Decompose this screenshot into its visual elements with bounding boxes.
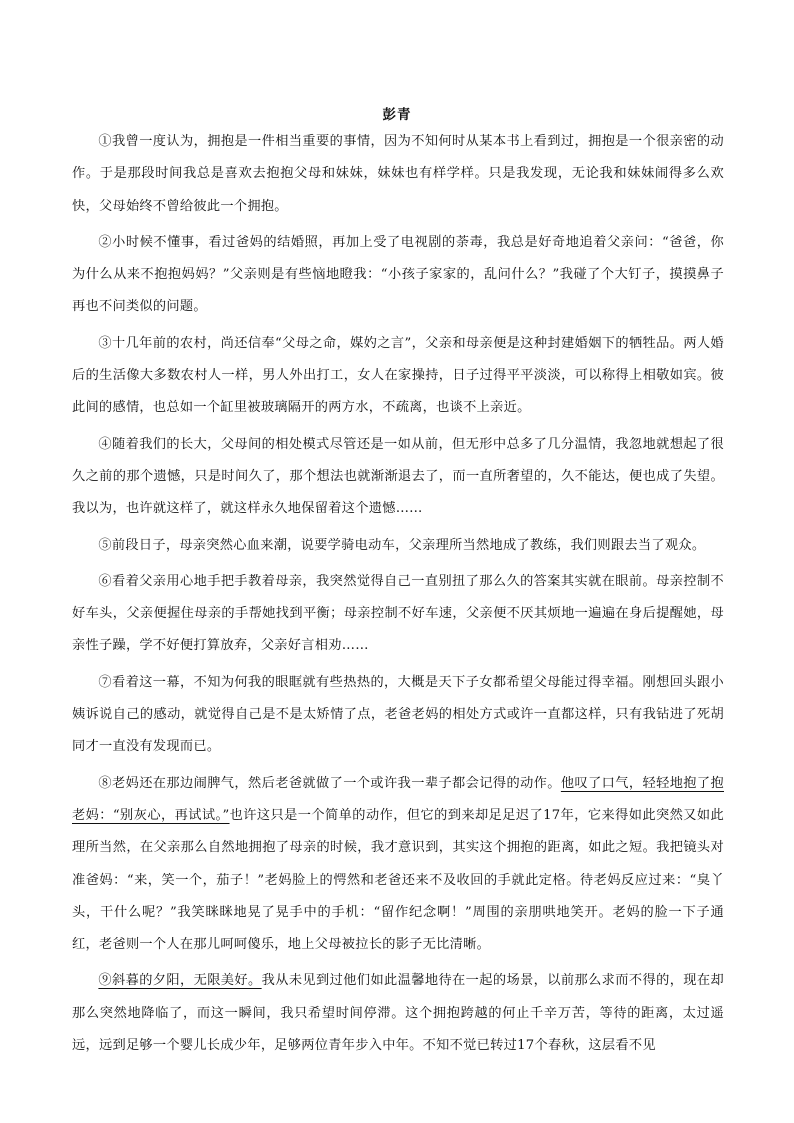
paragraph-8-text-end: 也许这只是一个简单的动作，但它的到来却足足迟了17年，它来得如此突然又如此理所当然，在父亲那么自然地拥抱了母亲的时候，我才意识到，其实这个拥抱的距离，如此之短。我把镜头对准爸妈：“来，笑一个，茄子！”老妈脸上的愕然和老爸还来不及收回的手就此定格。待老妈反应过来：“臭丫头，干什么呢？”我笑眯眯地晃了晃手中的手机：“留作纪念啊！”周围的亲朋哄地笑开。老妈的脸一下子通红，老爸则一个人在那儿呵呵傻乐，地上父母被拉长的影子无比清晰。 [72, 807, 724, 953]
paragraph-8-text-start: ⑧老妈还在那边闹脾气，然后老爸就做了一个或许我一辈子都会记得的动作。 [98, 775, 561, 791]
paragraph-9-underlined-sentence: ⑨斜暮的夕阳，无限美好。 [98, 973, 262, 989]
paragraph-7: ⑦看着这一幕，不知为何我的眼眶就有些热热的，大概是天下子女都希望父母能过得幸福。刚想回头跟小姨诉说自己的感动，就觉得自己是不是太矫情了点，老爸老妈的相处方式或许一直都这样，只有我钻进了死胡同才一直没有发现而已。 [72, 674, 724, 755]
article-author: 彭青 [382, 107, 412, 123]
paragraph-9 [72, 965, 724, 1062]
paragraph-6: ⑥看着父亲用心地手把手教着母亲，我突然觉得自己一直别扭了那么久的答案其实就在眼前。母亲控制不好车头，父亲便握住母亲的手帮她找到平衡；母亲控制不好车速，父亲便不厌其烦地一遍遍在身后提醒她，母亲性子躁，学不好便打算放弃，父亲好言相劝…… [72, 573, 724, 654]
paragraph-4: ④随着我们的长大，父母间的相处模式尽管还是一如从前，但无形中总多了几分温情，我忽地就想起了很久之前的那个遗憾，只是时间久了，那个想法也就渐渐退去了，而一直所奢望的，久不能达，便也成了失望。我以为，也许就这样了，就这样永久地保留着这个遗憾…… [72, 436, 724, 517]
paragraph-9-text: 我从未见到过他们如此温馨地待在一起的场景，以前那么求而不得的，现在却那么突然地降临了，而这一瞬间，我只希望时间停滞。这个拥抱跨越的何止千辛万苦，等待的距离，太过遥远，远到足够一个婴儿长成少年，足够两位青年步入中年。不知不觉已转过17个春秋，这层看不见 [72, 973, 724, 1054]
paragraph-3: ③十几年前的农村，尚还信奉“父母之命，媒妁之言”，父亲和母亲便是这种封建婚姻下的牺牲品。两人婚后的生活像大多数农村人一样，男人外出打工，女人在家操持，日子过得平平淡淡，可以称得上相敬如宾。彼此间的感情，也总如一个缸里被玻璃隔开的两方水，不疏离，也谈不上亲近。 [72, 335, 724, 416]
paragraph-1: ①我曾一度认为，拥抱是一件相当重要的事情，因为不知何时从某本书上看到过，拥抱是一个很亲密的动作。于是那段时间我总是喜欢去抱抱父母和妹妹，妹妹也有样学样。只是我发现，无论我和妹妹闹得多么欢快，父母始终不曾给彼此一个拥抱。 [72, 134, 724, 214]
article-body [72, 126, 724, 1066]
paragraph-8-underlined-sentence: 他叹了口气，轻轻地抱了抱老妈：“别灰心，再试试。” [72, 775, 724, 823]
paragraph-2: ②小时候不懂事，看过爸妈的结婚照，再加上受了电视剧的荼毒，我总是好奇地追着父亲问：“爸爸，你为什么从来不抱抱妈妈？”父亲则是有些恼地瞪我：“小孩子家家的，乱问什么？”我碰了个大钉子，摸摸鼻子再也不问类似的问题。 [72, 234, 724, 315]
paragraph-5: ⑤前段日子，母亲突然心血来潮，说要学骑电动车，父亲理所当然地成了教练，我们则跟去当了观众。 [98, 537, 706, 553]
paragraph-8 [72, 768, 724, 962]
